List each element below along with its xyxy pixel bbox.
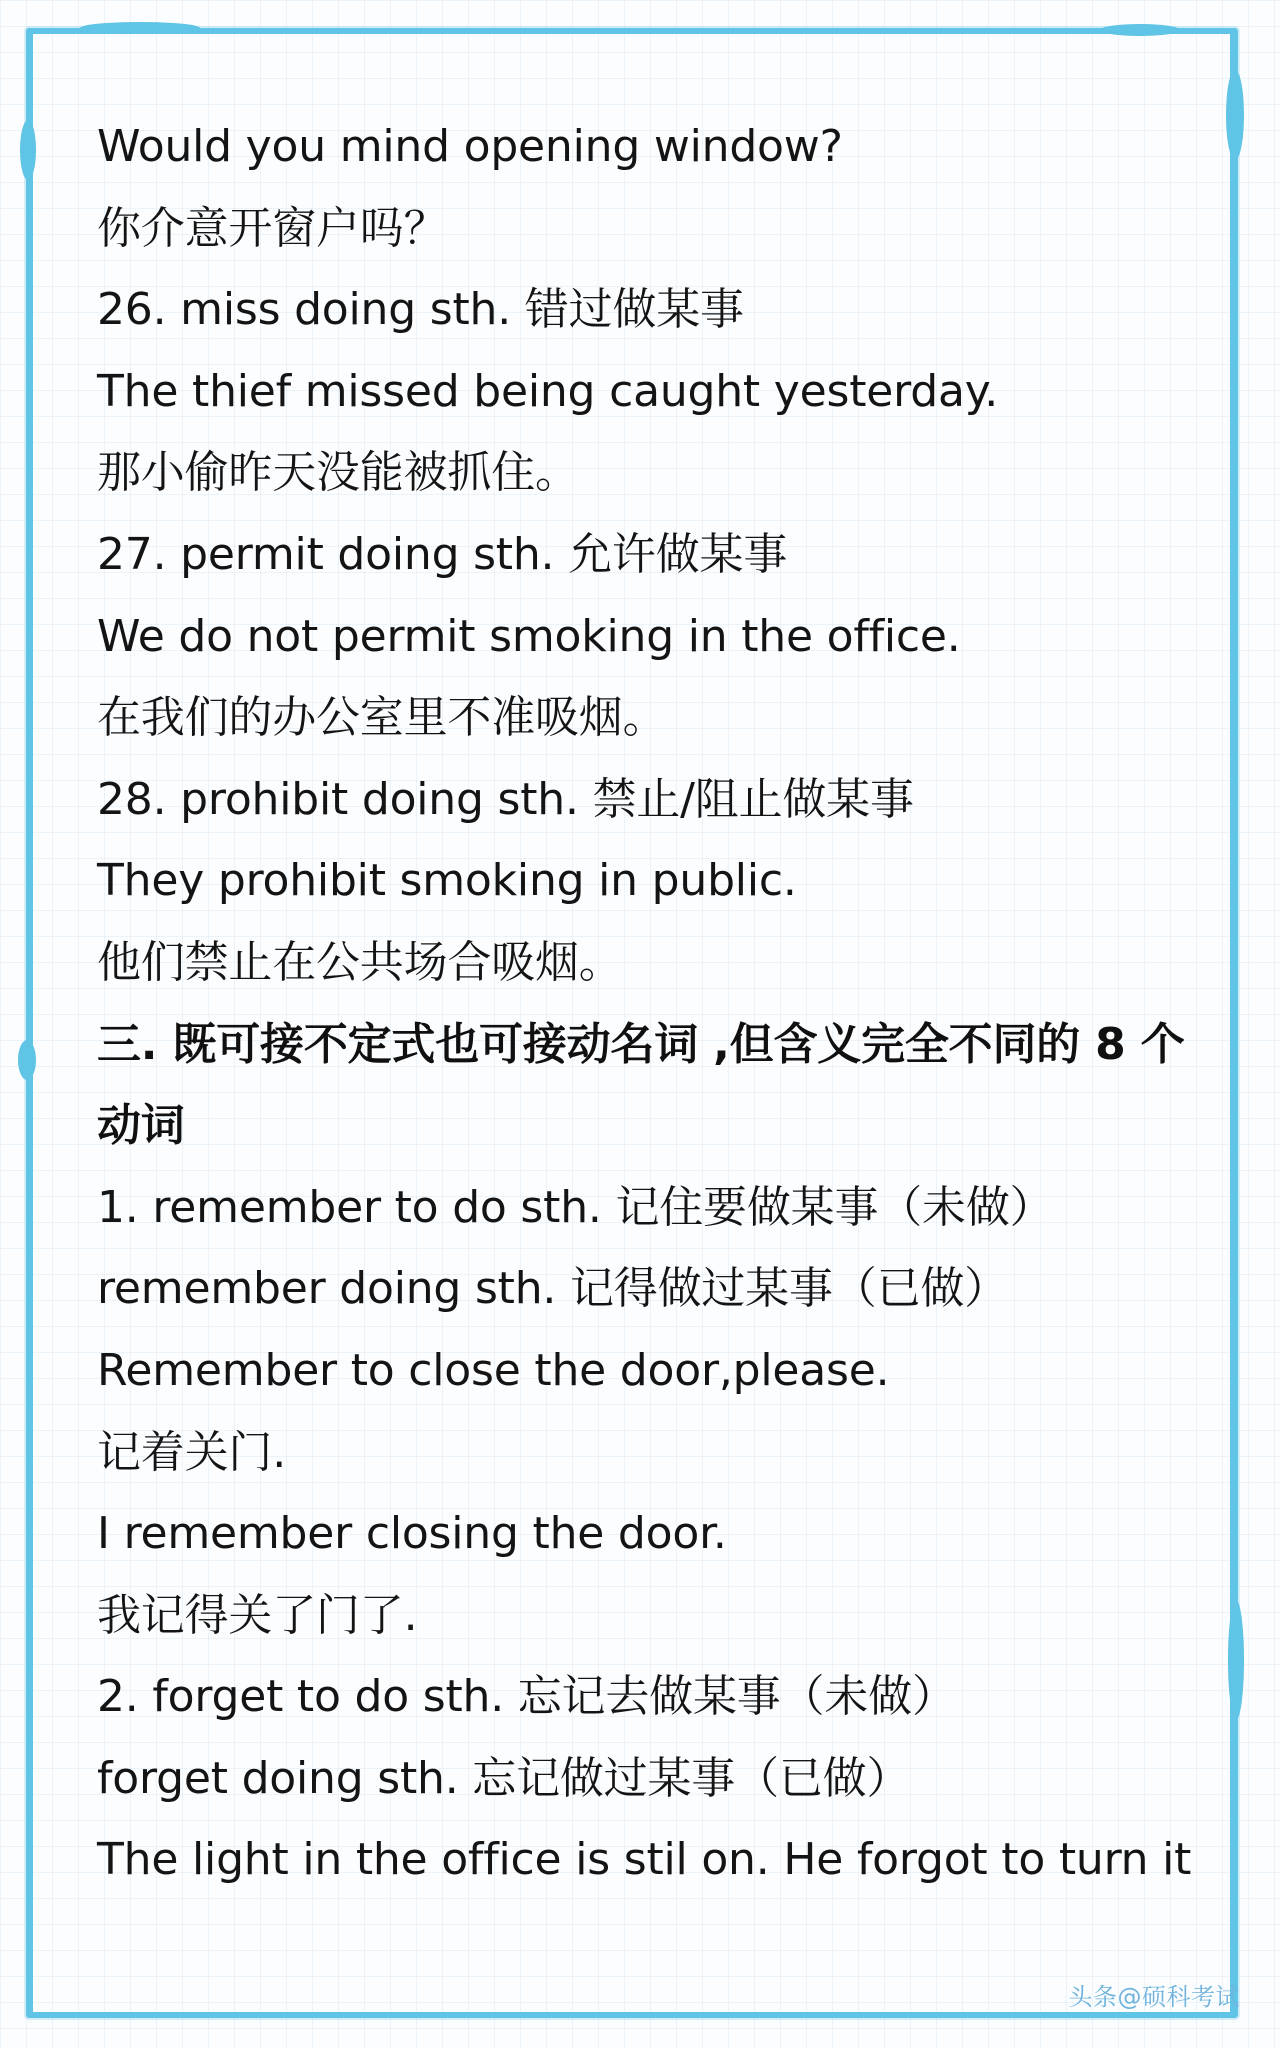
document-content: [97, 106, 1207, 1901]
frame-decoration: [1228, 1600, 1244, 1720]
section-heading: 三. 既可接不定式也可接动名词 ,但含义完全不同的 8 个: [97, 1018, 1185, 1070]
text-line: The light in the office is stil on. He forgot to turn it: [97, 1834, 1192, 1886]
text-line: I remember closing the door.: [97, 1508, 727, 1560]
text-line: They prohibit smoking in public.: [97, 855, 797, 907]
section-heading-continued: 动词: [97, 1100, 185, 1152]
text-line: 记着关门.: [97, 1426, 286, 1478]
text-line: 26. miss doing sth. 错过做某事: [97, 284, 744, 336]
text-line: 28. prohibit doing sth. 禁止/阻止做某事: [97, 773, 914, 825]
text-line: Remember to close the door,please.: [97, 1344, 890, 1396]
text-line: 我记得关了门了.: [97, 1589, 418, 1641]
text-line: 你介意开窗户吗？: [97, 202, 448, 254]
text-line: 1. remember to do sth. 记住要做某事（未做）: [97, 1181, 1054, 1233]
text-line: We do not permit smoking in the office.: [97, 610, 961, 662]
text-line: 27. permit doing sth. 允许做某事: [97, 528, 788, 580]
text-line: 那小偷昨天没能被抓住。: [97, 447, 579, 499]
text-line: remember doing sth. 记得做过某事（已做）: [97, 1263, 1008, 1315]
frame-decoration: [80, 22, 200, 34]
text-line: 在我们的办公室里不准吸烟。: [97, 692, 667, 744]
text-line: forget doing sth. 忘记做过某事（已做）: [97, 1752, 911, 1804]
text-line: 他们禁止在公共场合吸烟。: [97, 936, 623, 988]
frame-decoration: [1100, 24, 1180, 36]
frame-decoration: [1226, 70, 1244, 160]
text-line: The thief missed being caught yesterday.: [97, 365, 999, 417]
text-line: 2. forget to do sth. 忘记去做某事（未做）: [97, 1671, 956, 1723]
frame-decoration: [18, 1040, 36, 1080]
text-line: Would you mind opening window?: [97, 121, 843, 172]
frame-decoration: [20, 120, 36, 180]
watermark: 头条@硕科考试: [1068, 1983, 1240, 2011]
